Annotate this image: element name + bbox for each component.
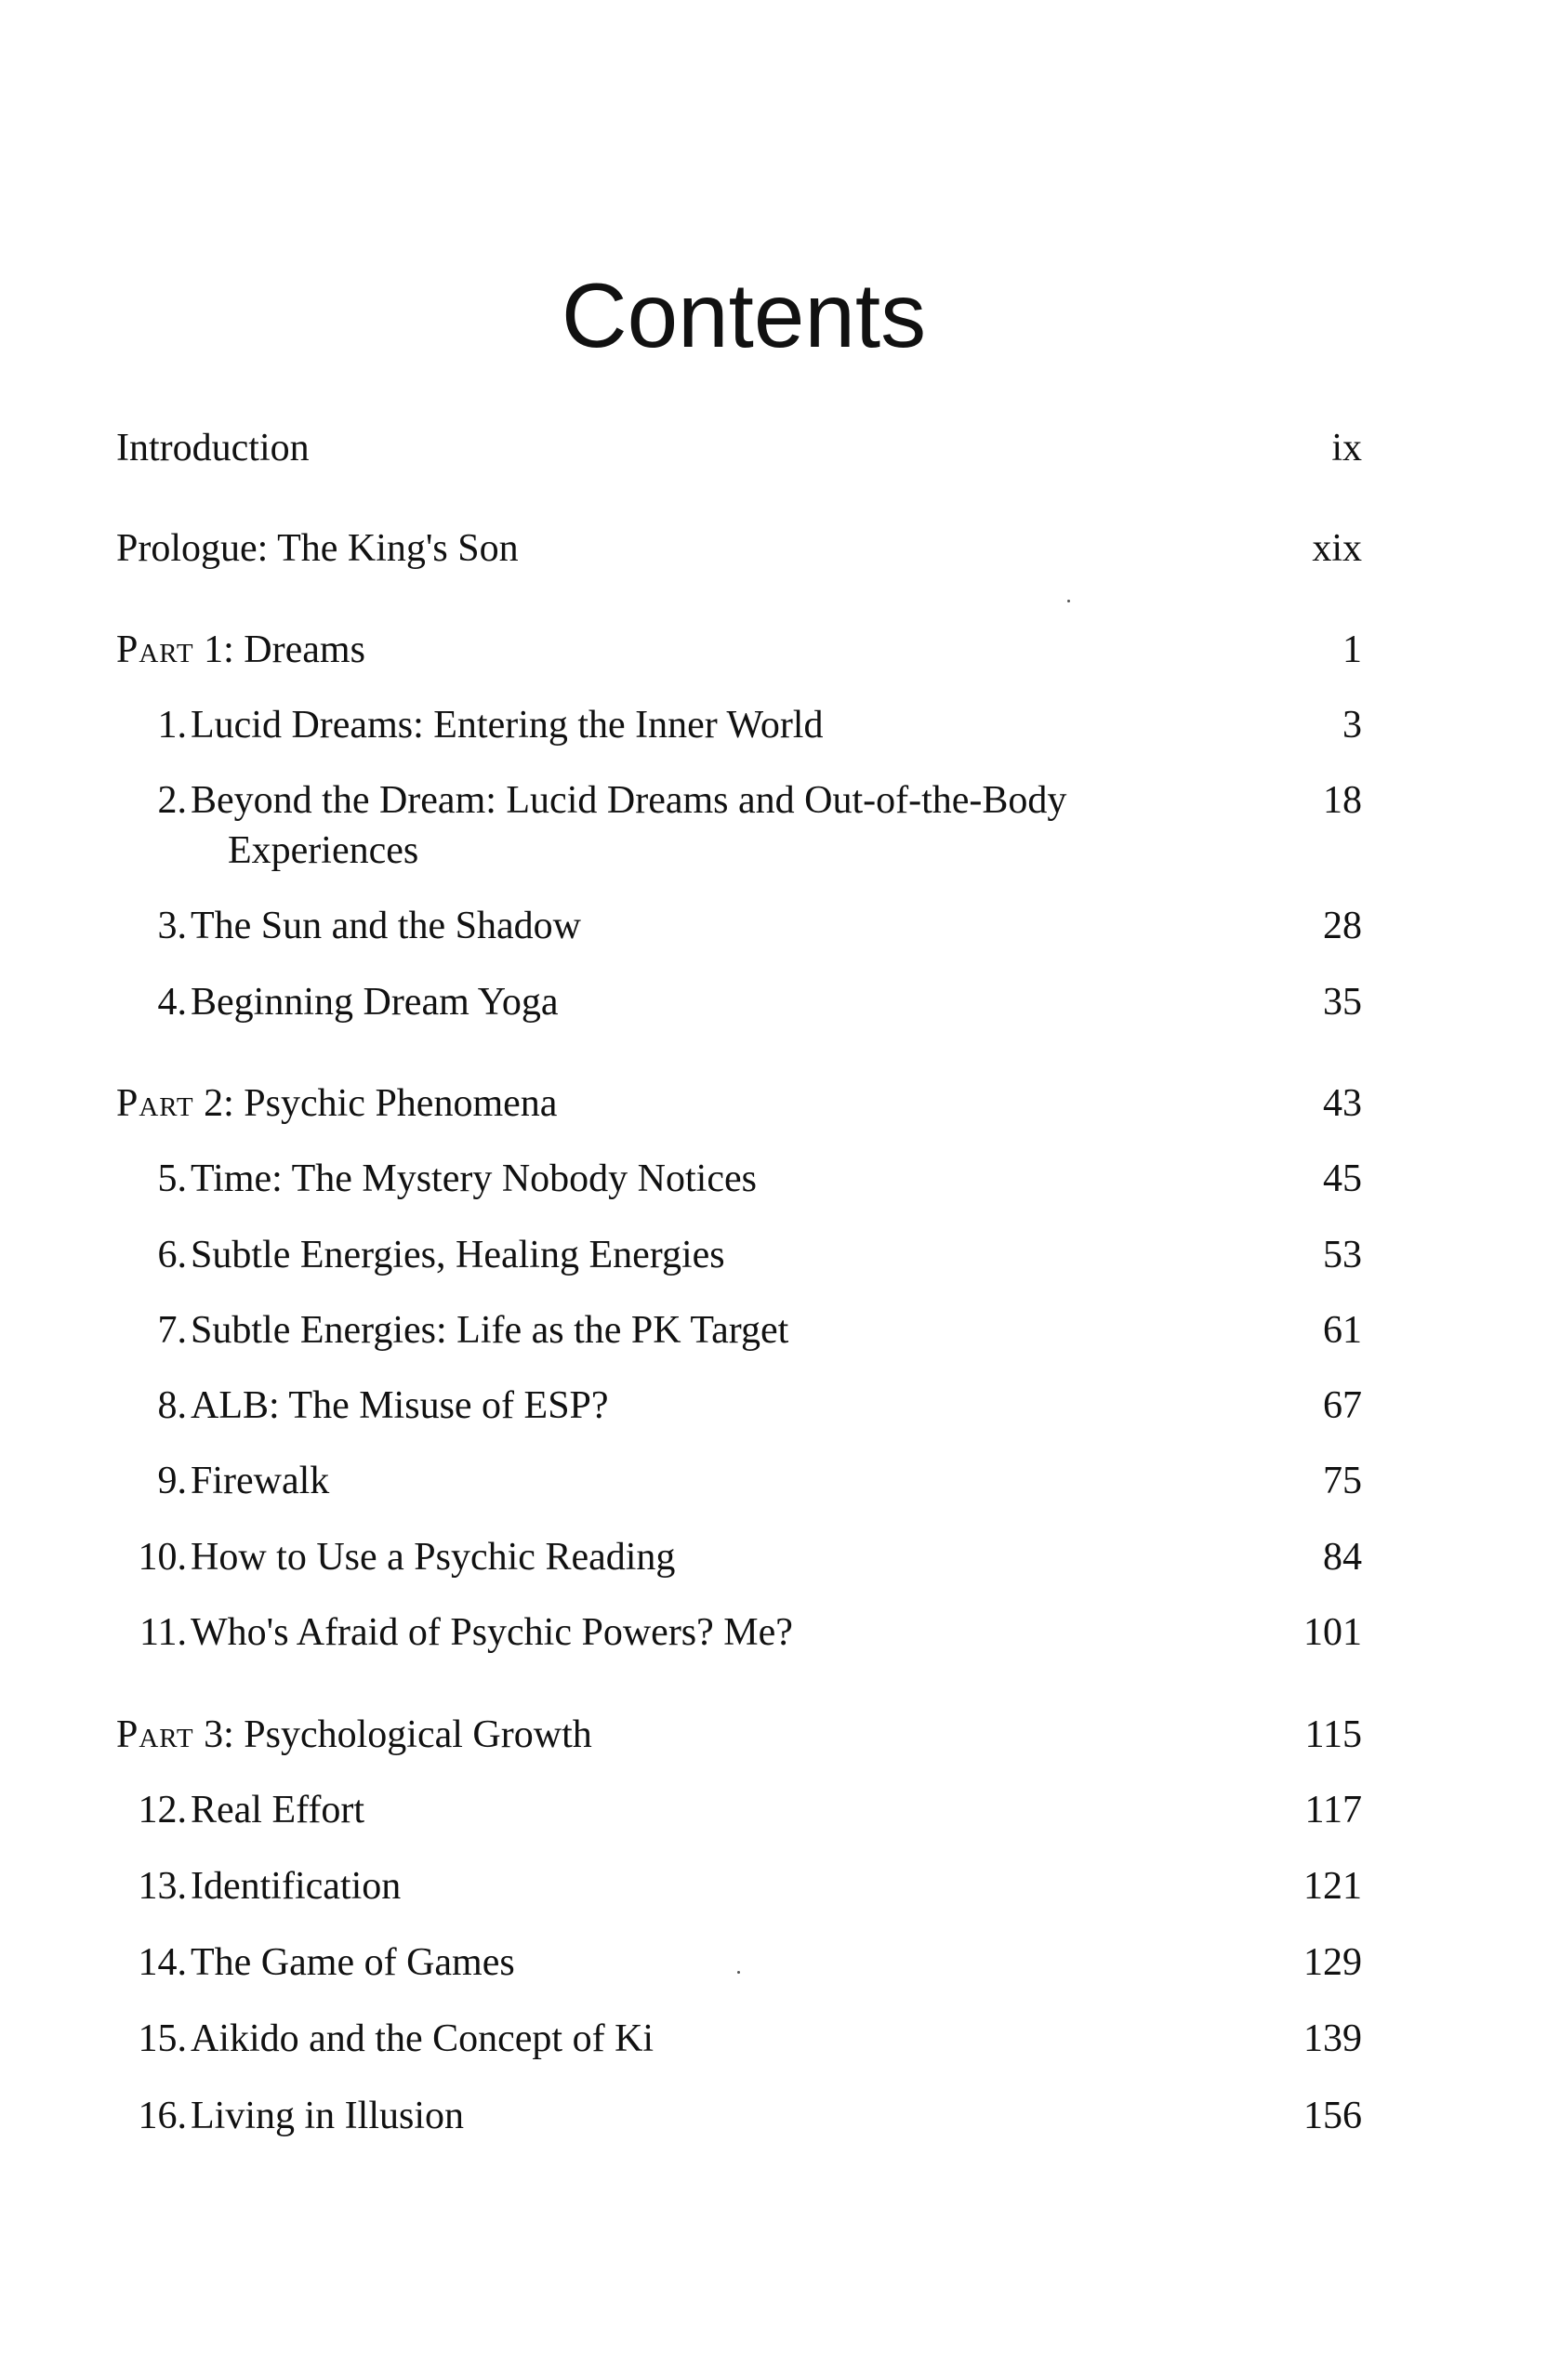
page-title: Contents [561, 264, 927, 366]
part-heading: Part 2: Psychic Phenomena [116, 1082, 558, 1125]
chapter-title: Who's Afraid of Psychic Powers? Me? [191, 1611, 793, 1654]
entry-page-number: xix [1312, 527, 1362, 570]
chapter-title: The Sun and the Shadow [191, 905, 581, 947]
entry-page-number: 1 [1342, 628, 1362, 671]
chapter-number: 16. [138, 2095, 187, 2137]
entry-page-number: 129 [1303, 1941, 1362, 1984]
part-prefix: Part [116, 1082, 194, 1125]
chapter-number: 2. [157, 779, 187, 822]
entry-page-number: ix [1331, 427, 1362, 469]
chapter-number: 11. [139, 1611, 187, 1654]
chapter-number: 15. [138, 2017, 187, 2060]
chapter-title: Identification [191, 1865, 402, 1908]
entry-page-number: 35 [1323, 981, 1362, 1024]
chapter-title: Aikido and the Concept of Ki [191, 2017, 654, 2060]
entry-page-number: 84 [1323, 1536, 1362, 1579]
chapter-title: Firewalk [191, 1460, 330, 1502]
part-name: Psychological Growth [244, 1713, 592, 1756]
chapter-number: 7. [157, 1309, 187, 1352]
entry-page-number: 117 [1304, 1789, 1362, 1831]
part-heading: Part 3: Psychological Growth [116, 1713, 592, 1756]
chapter-title: Living in Illusion [191, 2095, 464, 2137]
chapter-title: Real Effort [191, 1789, 364, 1831]
entry-page-number: 139 [1303, 2017, 1362, 2060]
part-prefix: Part [116, 1713, 194, 1756]
chapter-title: Time: The Mystery Nobody Notices [191, 1157, 757, 1200]
entry-page-number: 61 [1323, 1309, 1362, 1352]
scan-speck [737, 1971, 740, 1974]
chapter-number: 6. [157, 1234, 187, 1276]
chapter-title: Subtle Energies, Healing Energies [191, 1234, 725, 1276]
chapter-number: 8. [157, 1384, 187, 1427]
chapter-number: 14. [138, 1941, 187, 1984]
entry-page-number: 115 [1304, 1713, 1362, 1756]
chapter-number: 3. [157, 905, 187, 947]
entry-page-number: 121 [1303, 1865, 1362, 1908]
entry-page-number: 3 [1342, 704, 1362, 747]
entry-page-number: 67 [1323, 1384, 1362, 1427]
chapter-number: 10. [138, 1536, 187, 1579]
chapter-title: ALB: The Misuse of ESP? [191, 1384, 609, 1427]
entry-page-number: 53 [1323, 1234, 1362, 1276]
chapter-title: How to Use a Psychic Reading [191, 1536, 676, 1579]
entry-page-number: 43 [1323, 1082, 1362, 1125]
entry-page-number: 28 [1323, 905, 1362, 947]
chapter-number: 12. [138, 1789, 187, 1831]
entry-label: Introduction [116, 427, 310, 469]
part-name: Psychic Phenomena [244, 1082, 558, 1125]
entry-page-number: 45 [1323, 1157, 1362, 1200]
scan-speck [1067, 600, 1070, 602]
entry-label: Prologue: The King's Son [116, 527, 519, 570]
chapter-number: 13. [138, 1865, 187, 1908]
chapter-title: Lucid Dreams: Entering the Inner World [191, 704, 824, 747]
part-heading: Part 1: Dreams [116, 628, 365, 671]
entry-page-number: 156 [1303, 2095, 1362, 2137]
chapter-title-continuation: Experiences [228, 829, 419, 872]
chapter-title: Beyond the Dream: Lucid Dreams and Out-of-the-Body [191, 779, 1067, 822]
part-prefix: Part [116, 628, 194, 671]
part-number: 3 [204, 1713, 224, 1756]
entry-page-number: 75 [1323, 1460, 1362, 1502]
chapter-number: 5. [157, 1157, 187, 1200]
part-number: 1 [204, 628, 224, 671]
chapter-number: 1. [157, 704, 187, 747]
chapter-title: Subtle Energies: Life as the PK Target [191, 1309, 789, 1352]
entry-page-number: 101 [1303, 1611, 1362, 1654]
chapter-number: 9. [157, 1460, 187, 1502]
chapter-title: Beginning Dream Yoga [191, 981, 559, 1024]
part-name: Dreams [244, 628, 365, 671]
chapter-number: 4. [157, 981, 187, 1024]
part-number: 2 [204, 1082, 224, 1125]
chapter-title: The Game of Games [191, 1941, 515, 1984]
entry-page-number: 18 [1323, 779, 1362, 822]
